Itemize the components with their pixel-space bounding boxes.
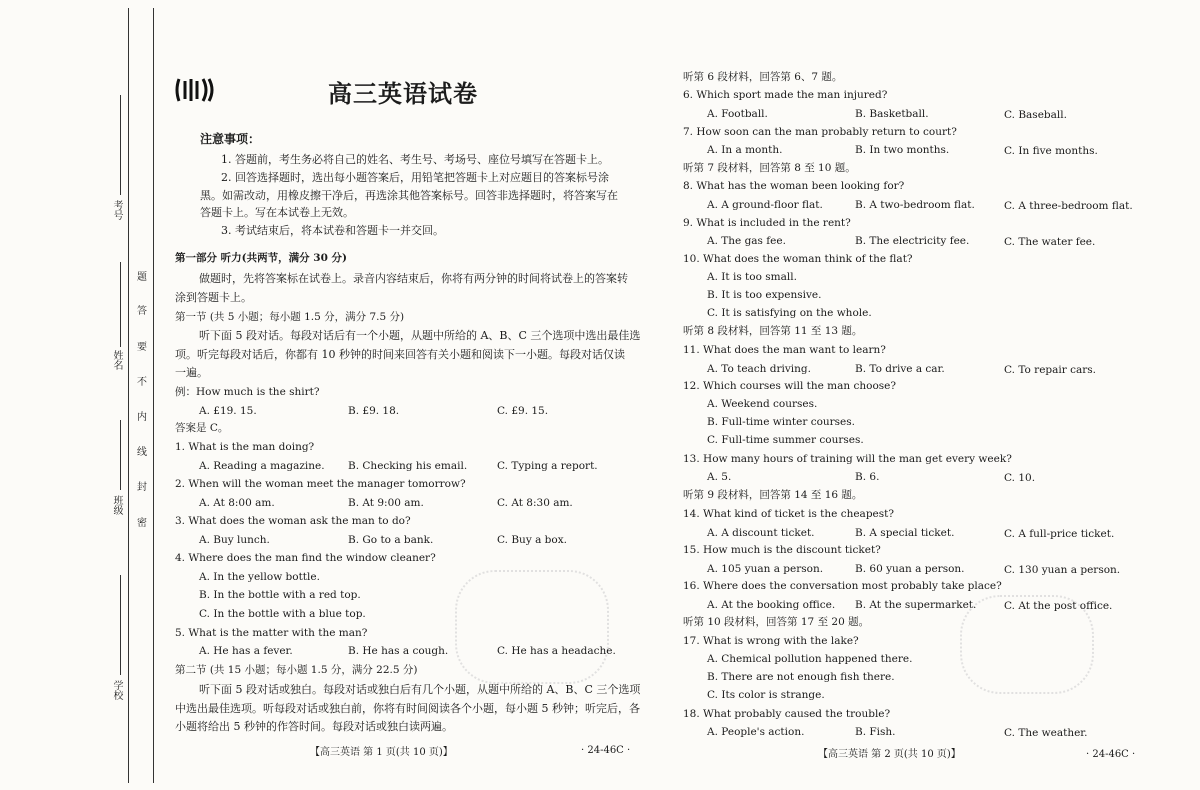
section2-intro: 听下面 5 段对话或独白。每段对话或独白后有几个小题，从题中所给的 A、B、C 三个选项 bbox=[199, 683, 641, 696]
section1-title: 第一节 (共 5 小题；每小题 1.5 分，满分 7.5 分) bbox=[175, 311, 405, 323]
section2-intro: 中选出最佳选项。听每段对话或独白前，你将有时间阅读各个小题，每小题 5 秒钟；听完后，各 bbox=[175, 702, 640, 715]
seal-char: 不 bbox=[137, 377, 147, 388]
banji-underline bbox=[120, 420, 121, 490]
listen-instruction: 听第 8 段材料，回答第 11 至 13 题。 bbox=[683, 325, 863, 337]
option-c: C. Its color is strange. bbox=[707, 689, 825, 701]
option-b: B. A special ticket. bbox=[855, 527, 955, 539]
binding-line-outer bbox=[128, 8, 129, 783]
watermark-logo bbox=[455, 570, 609, 684]
option-b: B. Go to a bank. bbox=[348, 534, 434, 546]
seal-char: 题 bbox=[137, 272, 147, 283]
option-a: A. Weekend courses. bbox=[707, 398, 818, 410]
option-b: B. To drive a car. bbox=[855, 363, 945, 375]
option-a: A. Football. bbox=[707, 108, 768, 120]
option-b: B. A two-bedroom flat. bbox=[855, 199, 975, 211]
question-text: 4. Where does the man find the window cleaner? bbox=[175, 552, 436, 564]
example-option: A. £19. 15. bbox=[199, 405, 257, 417]
label-xuexiao: 学校 bbox=[111, 680, 122, 700]
brand-logo-icon bbox=[175, 75, 217, 105]
option-a: A. He has a fever. bbox=[199, 645, 293, 657]
question-text: 3. What does the woman ask the man to do? bbox=[175, 515, 411, 527]
question-text: 10. What does the woman think of the flat? bbox=[683, 253, 913, 265]
label-kaohao: 考号 bbox=[111, 200, 122, 220]
seal-char: 要 bbox=[137, 342, 147, 353]
option-a: A. At 8:00 am. bbox=[199, 497, 275, 509]
option-a: A. A ground-floor flat. bbox=[707, 199, 823, 211]
option-b: B. It is too expensive. bbox=[707, 289, 822, 301]
example-question: 例：How much is the shirt? bbox=[175, 386, 320, 398]
question-text: 2. When will the woman meet the manager tomorrow? bbox=[175, 478, 466, 490]
question-text: 18. What probably caused the trouble? bbox=[683, 708, 891, 720]
option-b: B. The electricity fee. bbox=[855, 235, 970, 247]
part1-intro: 涂到答题卡上。 bbox=[175, 291, 252, 304]
binding-line-inner bbox=[153, 8, 154, 783]
example-option: C. £9. 15. bbox=[497, 405, 549, 417]
footer-page-label: 【高三英语 第 2 页(共 10 页)】 bbox=[818, 749, 961, 760]
label-xingming: 姓名 bbox=[111, 350, 122, 370]
question-text: 17. What is wrong with the lake? bbox=[683, 635, 859, 647]
option-c: C. Full-time summer courses. bbox=[707, 434, 864, 446]
option-a: A. Buy lunch. bbox=[199, 534, 270, 546]
option-c: C. At 8:30 am. bbox=[497, 497, 573, 509]
question-text: 9. What is included in the rent? bbox=[683, 217, 851, 229]
option-b: B. Basketball. bbox=[855, 108, 929, 120]
notes-heading: 注意事项： bbox=[200, 132, 261, 146]
option-b: B. There are not enough fish there. bbox=[707, 671, 895, 683]
note-line: 2. 回答选择题时，选出每小题答案后，用铅笔把答题卡上对应题目的答案标号涂 bbox=[221, 171, 609, 184]
label-banji: 班级 bbox=[111, 495, 122, 515]
option-c: C. 10. bbox=[1004, 472, 1036, 484]
section2-intro: 小题将给出 5 秒钟的作答时间。每段对话或独白读两遍。 bbox=[175, 720, 453, 733]
option-a: A. In a month. bbox=[707, 144, 783, 156]
listen-instruction: 听第 10 段材料，回答第 17 至 20 题。 bbox=[683, 616, 870, 628]
question-text: 5. What is the matter with the man? bbox=[175, 627, 368, 639]
section1-intro: 一遍。 bbox=[175, 366, 208, 379]
note-line: 3. 考试结束后，将本试卷和答题卡一并交回。 bbox=[221, 224, 444, 237]
option-a: A. A discount ticket. bbox=[707, 527, 815, 539]
option-a: A. 5. bbox=[707, 471, 732, 483]
section1-intro: 项。听完每段对话后，你都有 10 秒钟的时间来回答有关小题和阅读下一小题。每段对话仅读 bbox=[175, 348, 625, 361]
page-title: 高三英语试卷 bbox=[328, 79, 478, 108]
option-c: C. To repair cars. bbox=[1004, 364, 1096, 376]
option-a: A. The gas fee. bbox=[707, 235, 786, 247]
kaohao-underline bbox=[120, 95, 121, 195]
question-text: 7. How soon can the man probably return to court? bbox=[683, 126, 957, 138]
seal-char: 封 bbox=[137, 482, 147, 493]
option-b: B. 60 yuan a person. bbox=[855, 563, 965, 575]
option-c: C. It is satisfying on the whole. bbox=[707, 307, 872, 319]
xingming-underline bbox=[120, 262, 121, 347]
footer-code: · 24-46C · bbox=[581, 745, 631, 756]
question-text: 12. Which courses will the man choose? bbox=[683, 380, 897, 392]
part1-title: 第一部分 听力(共两节，满分 30 分) bbox=[175, 252, 348, 264]
option-b: B. Checking his email. bbox=[348, 460, 468, 472]
section2-title: 第二节 (共 15 小题；每小题 1.5 分，满分 22.5 分) bbox=[175, 664, 418, 676]
option-c: C. He has a headache. bbox=[497, 645, 616, 657]
option-b: B. Fish. bbox=[855, 726, 896, 738]
option-c: C. A full-price ticket. bbox=[1004, 528, 1115, 540]
listen-instruction: 听第 7 段材料，回答第 8 至 10 题。 bbox=[683, 162, 856, 174]
footer-page-label: 【高三英语 第 1 页(共 10 页)】 bbox=[310, 747, 453, 758]
question-text: 13. How many hours of training will the man get every week? bbox=[683, 453, 1012, 465]
question-text: 16. Where does the conversation most probably take place? bbox=[683, 580, 1002, 592]
question-text: 8. What has the woman been looking for? bbox=[683, 180, 905, 192]
option-b: B. At 9:00 am. bbox=[348, 497, 424, 509]
option-b: B. Full-time winter courses. bbox=[707, 416, 855, 428]
option-c: C. In five months. bbox=[1004, 145, 1098, 157]
xuexiao-underline bbox=[120, 575, 121, 675]
example-answer: 答案是 C。 bbox=[175, 422, 229, 434]
option-a: A. At the booking office. bbox=[707, 599, 836, 611]
seal-char: 密 bbox=[137, 518, 147, 529]
option-c: C. A three-bedroom flat. bbox=[1004, 200, 1133, 212]
option-a: A. Chemical pollution happened there. bbox=[707, 653, 913, 665]
option-a: A. 105 yuan a person. bbox=[707, 563, 824, 575]
option-c: C. In the bottle with a blue top. bbox=[199, 608, 366, 620]
option-c: C. Baseball. bbox=[1004, 109, 1067, 121]
note-line: 答题卡上。写在本试卷上无效。 bbox=[200, 206, 354, 219]
footer-code: · 24-46C · bbox=[1086, 749, 1136, 760]
listen-instruction: 听第 9 段材料，回答第 14 至 16 题。 bbox=[683, 489, 863, 501]
part1-intro: 做题时，先将答案标在试卷上。录音内容结束后，你将有两分钟的时间将试卷上的答案转 bbox=[199, 272, 628, 285]
option-c: C. 130 yuan a person. bbox=[1004, 564, 1121, 576]
option-b: B. In two months. bbox=[855, 144, 950, 156]
seal-char: 答 bbox=[137, 306, 147, 317]
note-line: 1. 答题前，考生务必将自己的姓名、考生号、考场号、座位号填写在答题卡上。 bbox=[221, 153, 609, 166]
option-a: A. Reading a magazine. bbox=[199, 460, 325, 472]
option-a: A. People's action. bbox=[707, 726, 805, 738]
listen-instruction: 听第 6 段材料，回答第 6、7 题。 bbox=[683, 71, 843, 83]
option-c: C. At the post office. bbox=[1004, 600, 1113, 612]
option-c: C. Buy a box. bbox=[497, 534, 567, 546]
option-c: C. Typing a report. bbox=[497, 460, 598, 472]
question-text: 11. What does the man want to learn? bbox=[683, 344, 886, 356]
question-text: 1. What is the man doing? bbox=[175, 441, 315, 453]
question-text: 6. Which sport made the man injured? bbox=[683, 89, 888, 101]
question-text: 15. How much is the discount ticket? bbox=[683, 544, 881, 556]
option-b: B. At the supermarket. bbox=[855, 599, 977, 611]
seal-char: 线 bbox=[137, 447, 147, 458]
seal-char: 内 bbox=[137, 412, 147, 423]
question-text: 14. What kind of ticket is the cheapest? bbox=[683, 508, 894, 520]
option-c: C. The weather. bbox=[1004, 727, 1088, 739]
option-a: A. It is too small. bbox=[707, 271, 797, 283]
option-c: C. The water fee. bbox=[1004, 236, 1096, 248]
note-line: 黑。如需改动，用橡皮擦干净后，再选涂其他答案标号。回答非选择题时，将答案写在 bbox=[200, 189, 618, 202]
option-b: B. He has a cough. bbox=[348, 645, 449, 657]
section1-intro: 听下面 5 段对话。每段对话后有一个小题，从题中所给的 A、B、C 三个选项中选出最佳选 bbox=[199, 329, 641, 342]
option-b: B. 6. bbox=[855, 471, 880, 483]
example-option: B. £9. 18. bbox=[348, 405, 400, 417]
option-b: B. In the bottle with a red top. bbox=[199, 589, 361, 601]
option-a: A. To teach driving. bbox=[707, 363, 811, 375]
option-a: A. In the yellow bottle. bbox=[199, 571, 320, 583]
